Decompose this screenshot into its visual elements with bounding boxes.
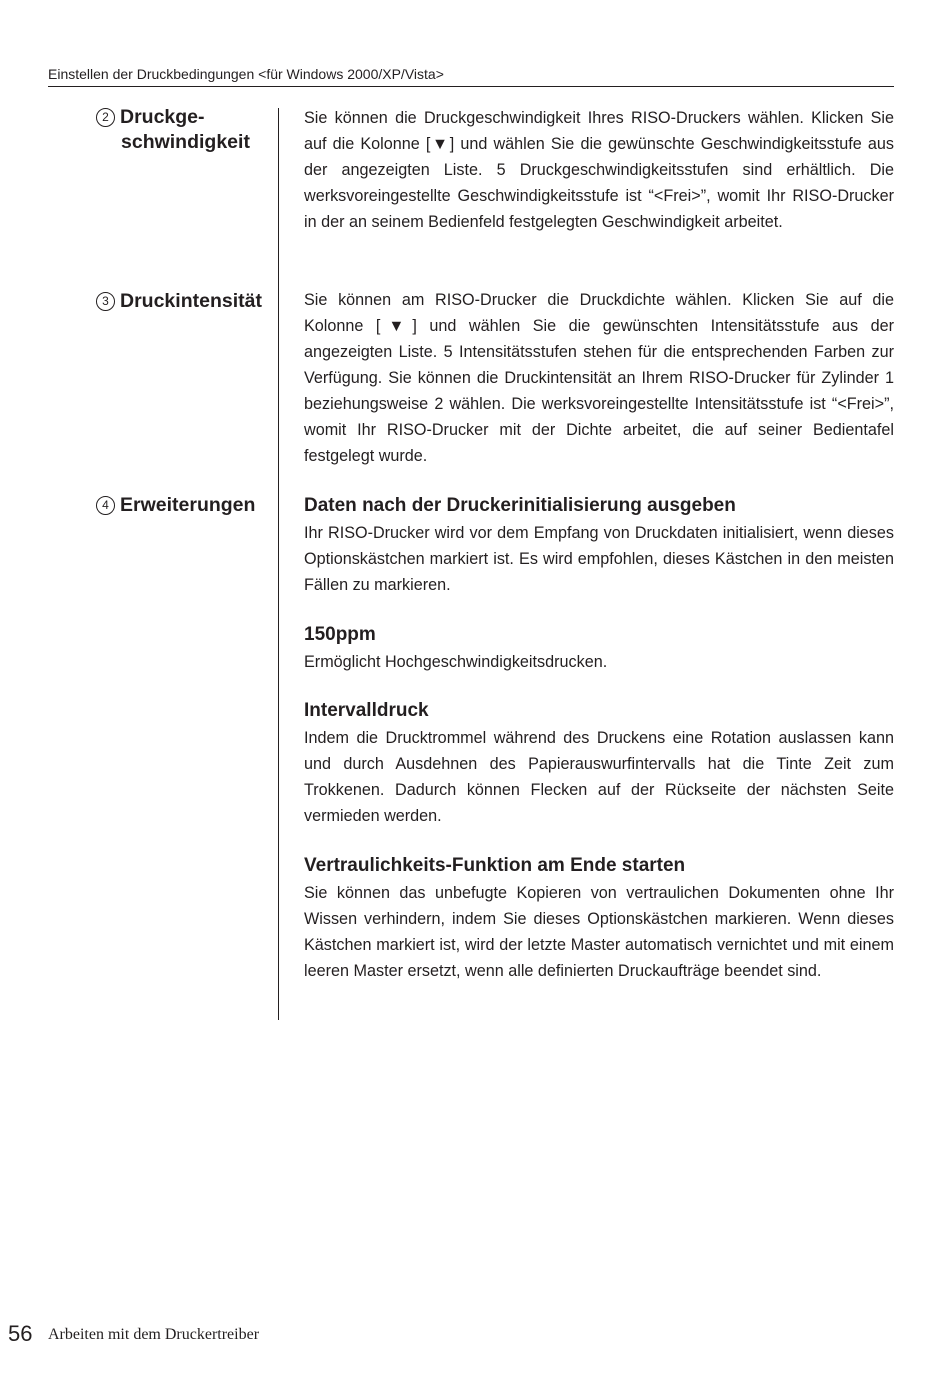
subsection-heading: Vertraulichkeits-Funktion am Ende starten (304, 855, 686, 876)
page-number: 56 (8, 1321, 33, 1346)
subsection-body: Ermöglicht Hochgeschwindigkeitsdrucken. (304, 653, 608, 671)
subsection-heading: Intervalldruck (304, 700, 429, 721)
footer-chapter-title: Arbeiten mit dem Druckertreiber (48, 1326, 260, 1343)
section-title-line1: Erweiterungen (120, 494, 256, 516)
section-body-print-speed: Sie können die Druckgeschwindigkeit Ihres RISO-Druckers wählen. Klicken Sie auf die Kolonne [▼] und wählen Sie die gewünschte Geschwindigkeitsstufe aus der angezeigten Liste. 5 Druckgeschwindigkeitsstufen sind erhältlich. Die werksvoreingestellte Geschwindigkeitsstufe ist “<Frei>”, womit Ihr RISO-Drucker in der an seinem Bedienfeld festgelegten Geschwindigkeit arbeitet. (304, 109, 894, 231)
subsection-heading: 150ppm (304, 624, 376, 645)
section-number-circle: 4 (96, 496, 115, 515)
section-title-line1: Druckintensität (120, 290, 262, 312)
section-number-circle: 3 (96, 292, 115, 311)
subsection-body: Sie können das unbefugte Kopieren von vertraulichen Dokumenten ohne Ihr Wissen verhindern, indem Sie dieses Optionskästchen markieren. Wenn dieses Kästchen markiert ist, wird der letzte Master automatisch vernichtet und mit einem leeren Master ersetzt, wenn alle definierten Druckaufträge beendet sind. (304, 884, 894, 980)
section-title-print-density (96, 289, 276, 314)
section-body-print-density: Sie können am RISO-Drucker die Druckdichte wählen. Klicken Sie auf die Kolonne [▼] und wählen Sie die gewünschten Intensitätsstufe aus der angezeigten Liste. 5 Intensitätsstufen stehen für die entsprechenden Farben zur Verfügung. Sie können die Druckintensität an Ihrem RISO-Drucker für Zylinder 1 beziehungsweise 2 wählen. Die werksvoreingestellte Intensitätsstufe ist “<Frei>”, womit Ihr RISO-Drucker mit der Dichte arbeitet, die auf seiner Bedientafel festgelegt wurde. (304, 291, 894, 465)
section-title-extensions (96, 493, 276, 518)
section-number-circle: 2 (96, 108, 115, 127)
column-divider (278, 108, 279, 1020)
subsection-heading: Daten nach der Druckerinitialisierung ausgeben (304, 495, 736, 516)
running-header: Einstellen der Druckbedingungen <für Windows 2000/XP/Vista> (48, 65, 894, 87)
section-title-line2: schwindigkeit (121, 131, 250, 153)
section-title-print-speed (96, 105, 276, 155)
subsection-body: Indem die Drucktrommel während des Druckens eine Rotation auslassen kann und durch Ausdehnen des Papierauswurfintervalls hat die Tinte Zeit zum Trokkenen. Dadurch können Flecken auf der Rückseite der nächsten Seite vermieden werden. (304, 729, 894, 825)
subsection-body: Ihr RISO-Drucker wird vor dem Empfang von Druckdaten initialisiert, wenn dieses Optionskästchen markiert ist. Es wird empfohlen, dieses Kästchen in den meisten Fällen zu markieren. (304, 524, 894, 594)
section-title-line1: Druckge- (120, 106, 205, 128)
